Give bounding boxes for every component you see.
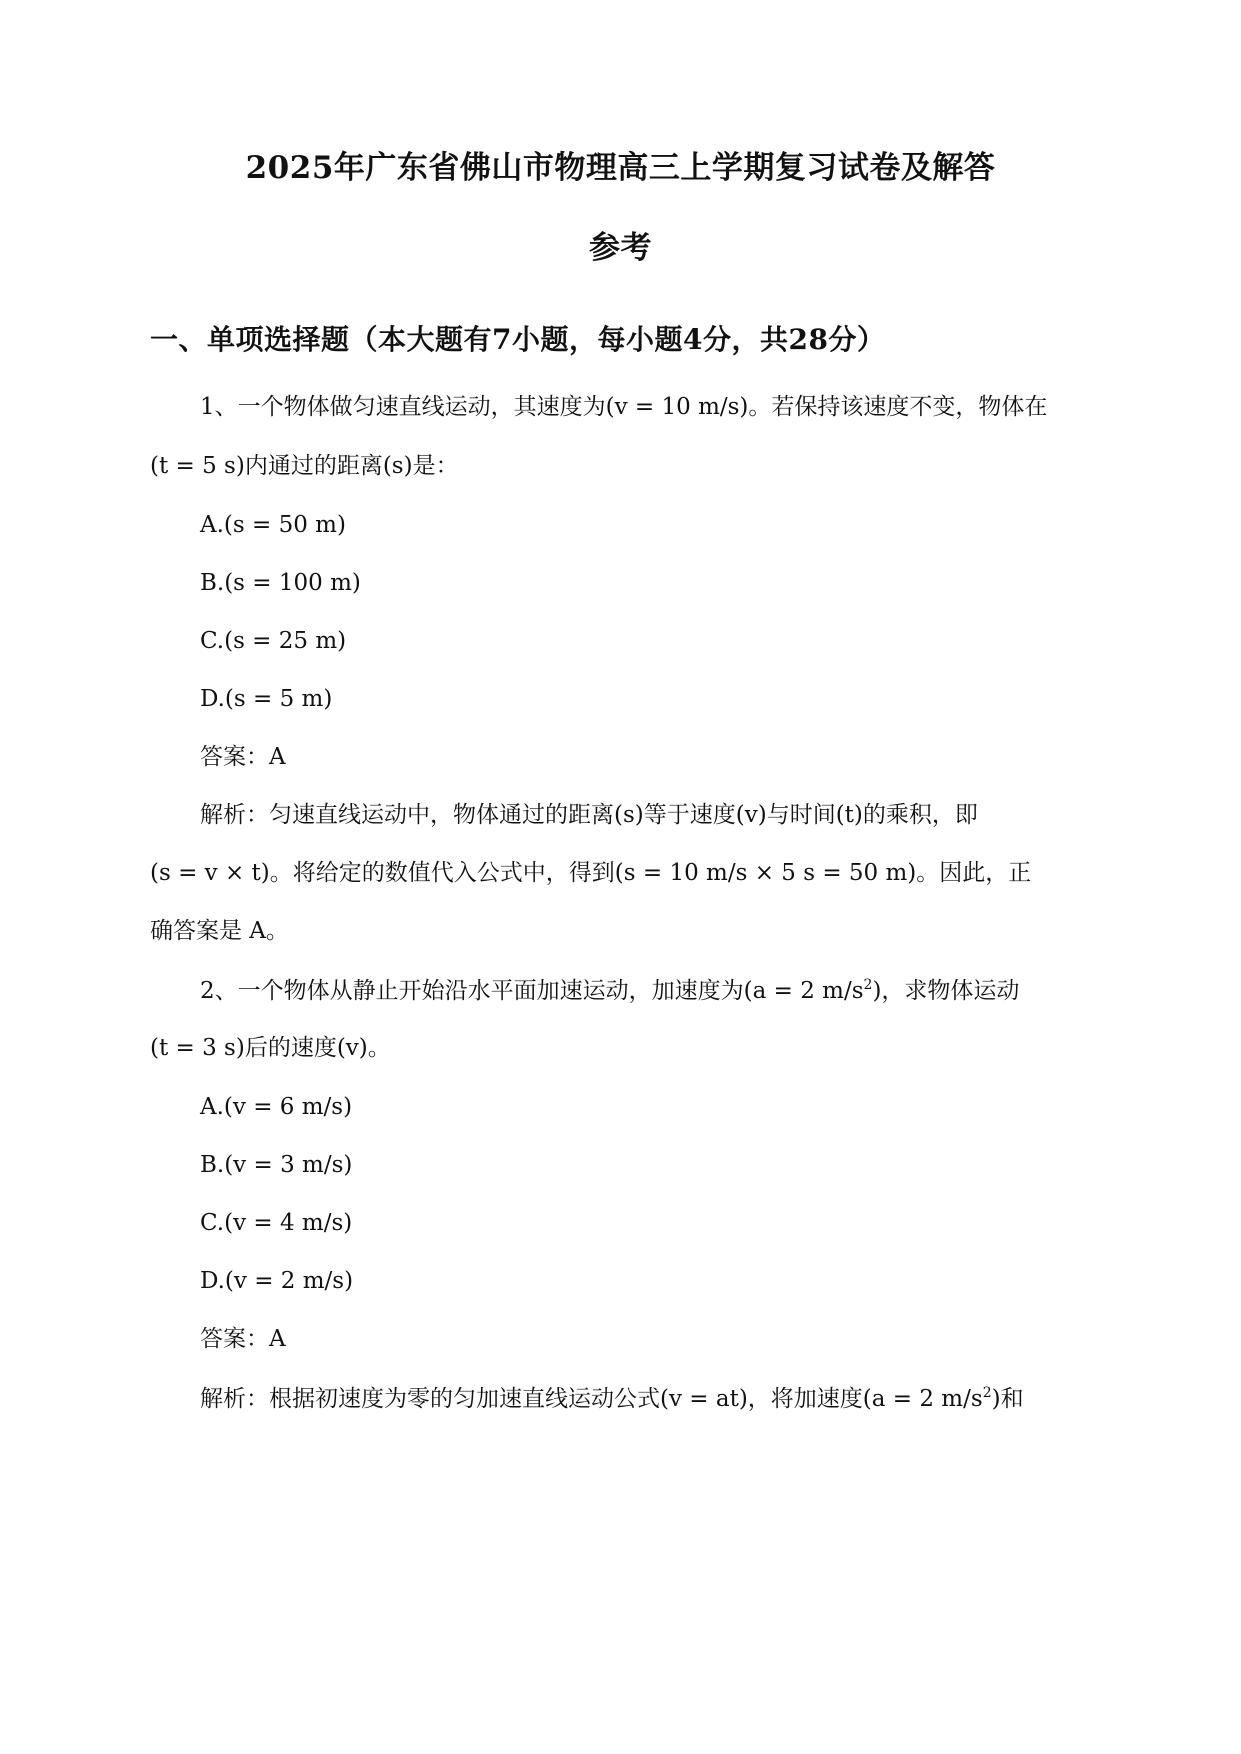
q2-answer: 答案：A — [200, 1326, 286, 1352]
q2-analysis-line1-tail: )和 — [991, 1386, 1024, 1412]
q2-stem-line1-tail: )，求物体运动 — [872, 978, 1020, 1004]
q2-option-d: D.(v = 2 m/s) — [200, 1268, 354, 1294]
q2-analysis-line1-text: 解析：根据初速度为零的匀加速直线运动公式(v = at)，将加速度(a = 2 m/s — [200, 1386, 983, 1412]
q2-stem-exponent: 2 — [863, 977, 873, 993]
q1-analysis-line3: 确答案是 A。 — [150, 918, 289, 944]
q1-option-a: A.(s = 50 m) — [200, 512, 346, 538]
q1-option-c: C.(s = 25 m) — [200, 628, 347, 654]
q1-option-d: D.(s = 5 m) — [200, 686, 333, 712]
q2-option-b: B.(v = 3 m/s) — [200, 1152, 353, 1178]
q2-stem-line1-text: 2、一个物体从静止开始沿水平面加速运动，加速度为(a = 2 m/s — [200, 978, 864, 1004]
q1-answer: 答案：A — [200, 744, 286, 770]
q1-stem-line1: 1、一个物体做匀速直线运动，其速度为(v = 10 m/s)。若保持该速度不变，物体在 — [200, 394, 1048, 420]
q2-option-a: A.(v = 6 m/s) — [200, 1094, 353, 1120]
section-heading: 一、单项选择题（本大题有7小题，每小题4分，共28分） — [150, 323, 886, 356]
q1-analysis-line1: 解析：匀速直线运动中，物体通过的距离(s)等于速度(v)与时间(t)的乘积，即 — [200, 802, 978, 828]
q1-stem-line2: (t = 5 s)内通过的距离(s)是： — [150, 453, 459, 479]
q2-analysis-exponent: 2 — [982, 1385, 992, 1401]
q2-stem-line2: (t = 3 s)后的速度(v)。 — [150, 1035, 391, 1061]
q1-analysis-line2: (s = v × t)。将给定的数值代入公式中，得到(s = 10 m/s × 5 s = 50 m)。因此，正 — [150, 860, 1032, 886]
q1-option-b: B.(s = 100 m) — [200, 570, 361, 596]
q2-stem-line1 — [200, 978, 1019, 1003]
q2-analysis-line1 — [200, 1386, 1024, 1411]
doc-title-line2: 参考 — [589, 230, 652, 266]
q2-option-c: C.(v = 4 m/s) — [200, 1210, 353, 1236]
doc-title-line1: 2025年广东省佛山市物理高三上学期复习试卷及解答 — [245, 150, 996, 186]
